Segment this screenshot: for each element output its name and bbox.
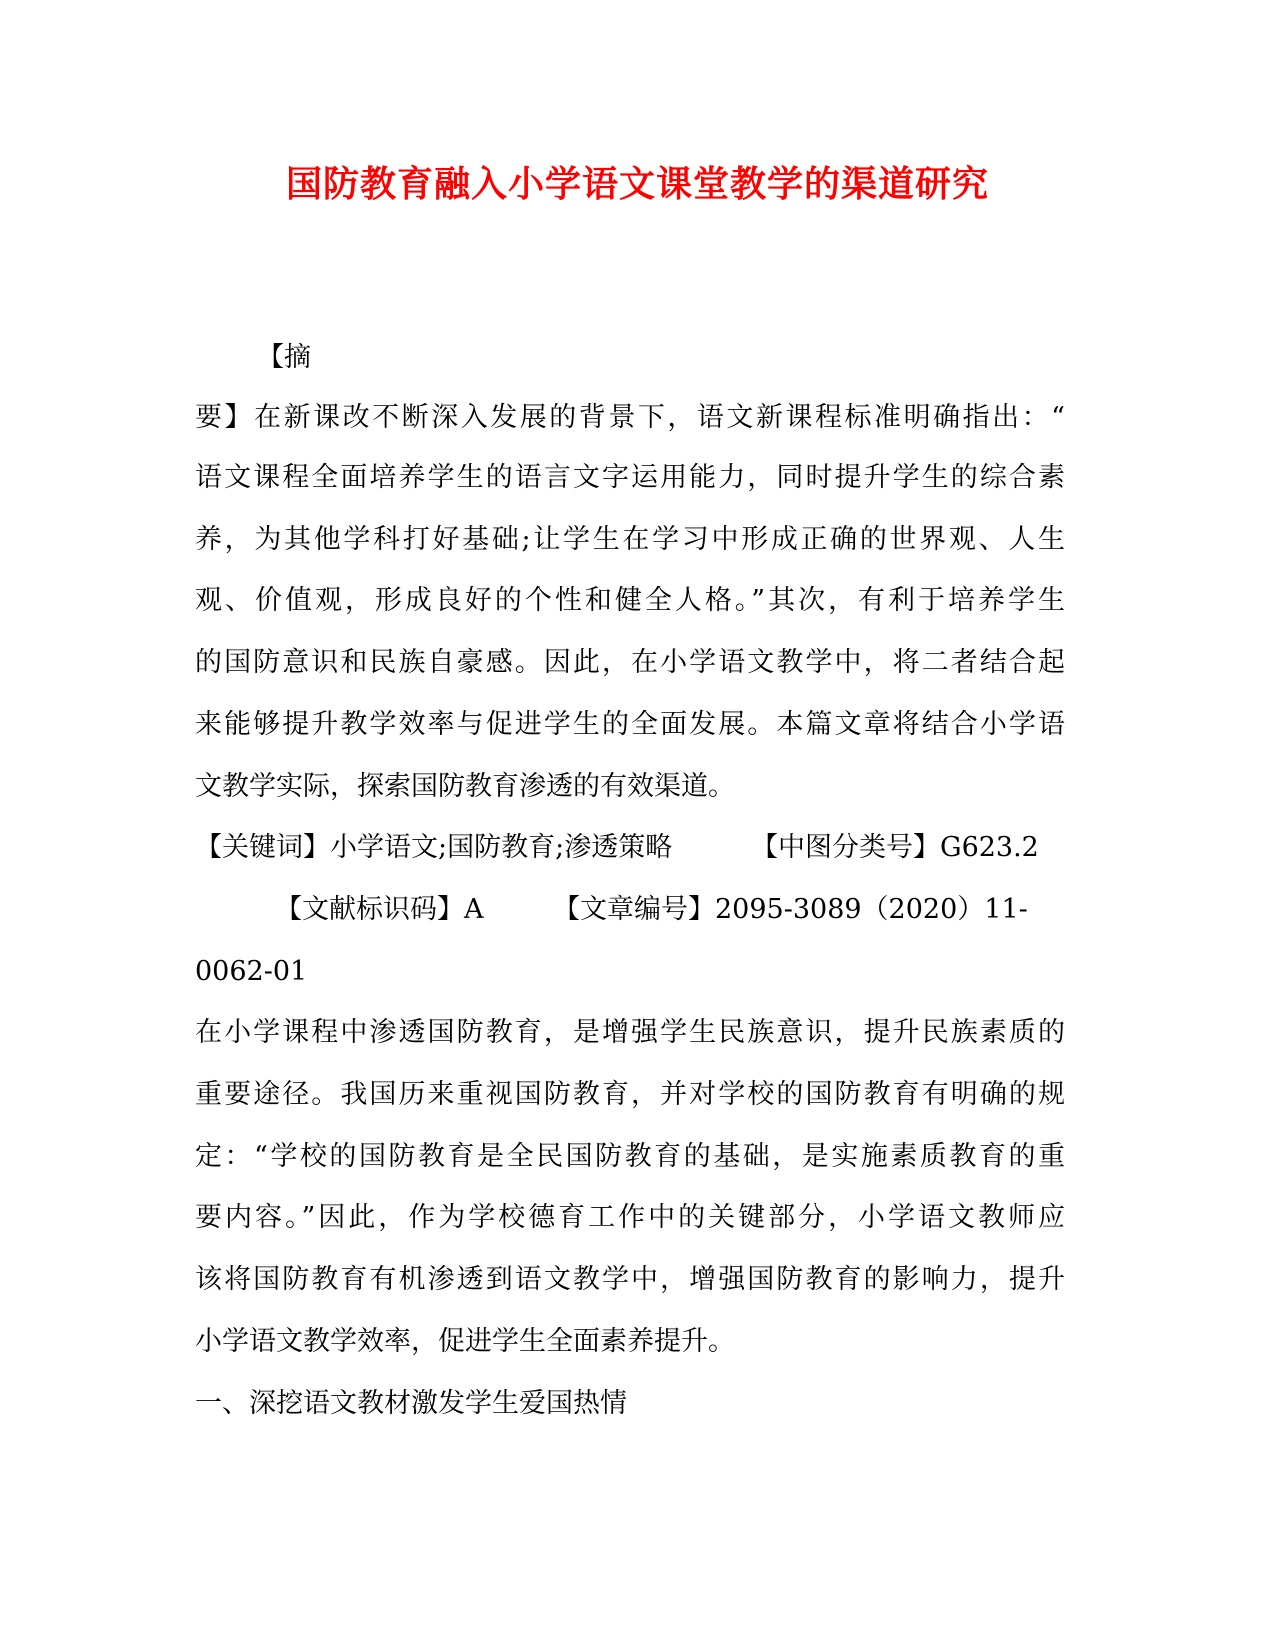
abstract-line-6: 来能够提升教学效率与促进学生的全面发展。本篇文章将结合小学语 [195,709,1065,740]
abstract-line-4: 观、价值观，形成良好的个性和健全人格。”其次，有利于培养学生 [195,585,1065,616]
article-number: 【文章编号】2095-3089（2020）11- [553,894,1028,925]
intro-line-5: 该将国防教育有机渗透到语文教学中，增强国防教育的影响力，提升 [195,1264,1065,1295]
intro-line-4: 要内容。”因此，作为学校德育工作中的关键部分，小学语文教师应 [195,1202,1065,1233]
intro-line-1: 在小学课程中渗透国防教育，是增强学生民族意识，提升民族素质的 [195,1017,1065,1048]
keywords: 【关键词】小学语文;国防教育;渗透策略 [195,832,673,863]
document-title: 国防教育融入小学语文课堂教学的渠道研究 [285,163,989,205]
abstract-line-3: 养，为其他学科打好基础;让学生在学习中形成正确的世界观、人生 [195,524,1065,555]
intro-line-2: 重要途径。我国历来重视国防教育，并对学校的国防教育有明确的规 [195,1079,1065,1110]
intro-line-3: 定：“学校的国防教育是全民国防教育的基础，是实施素质教育的重 [195,1141,1065,1172]
document-code: 【文献标识码】A [275,894,484,925]
abstract-line-7: 文教学实际，探索国防教育渗透的有效渠道。 [195,771,735,802]
abstract-label: 【摘 [257,342,311,373]
abstract-line-1: 要】在新课改不断深入发展的背景下，语文新课程标准明确指出：“ [195,402,1065,433]
article-number-cont: 0062-01 [195,956,308,987]
classification-number: 【中图分类号】G623.2 [751,832,1039,863]
abstract-line-2: 语文课程全面培养学生的语言文字运用能力，同时提升学生的综合素 [195,462,1065,493]
intro-line-6: 小学语文教学效率，促进学生全面素养提升。 [195,1326,735,1357]
abstract-line-5: 的国防意识和民族自豪感。因此，在小学语文教学中，将二者结合起 [195,647,1065,678]
section-heading-1: 一、深挖语文教材激发学生爱国热情 [195,1388,627,1419]
